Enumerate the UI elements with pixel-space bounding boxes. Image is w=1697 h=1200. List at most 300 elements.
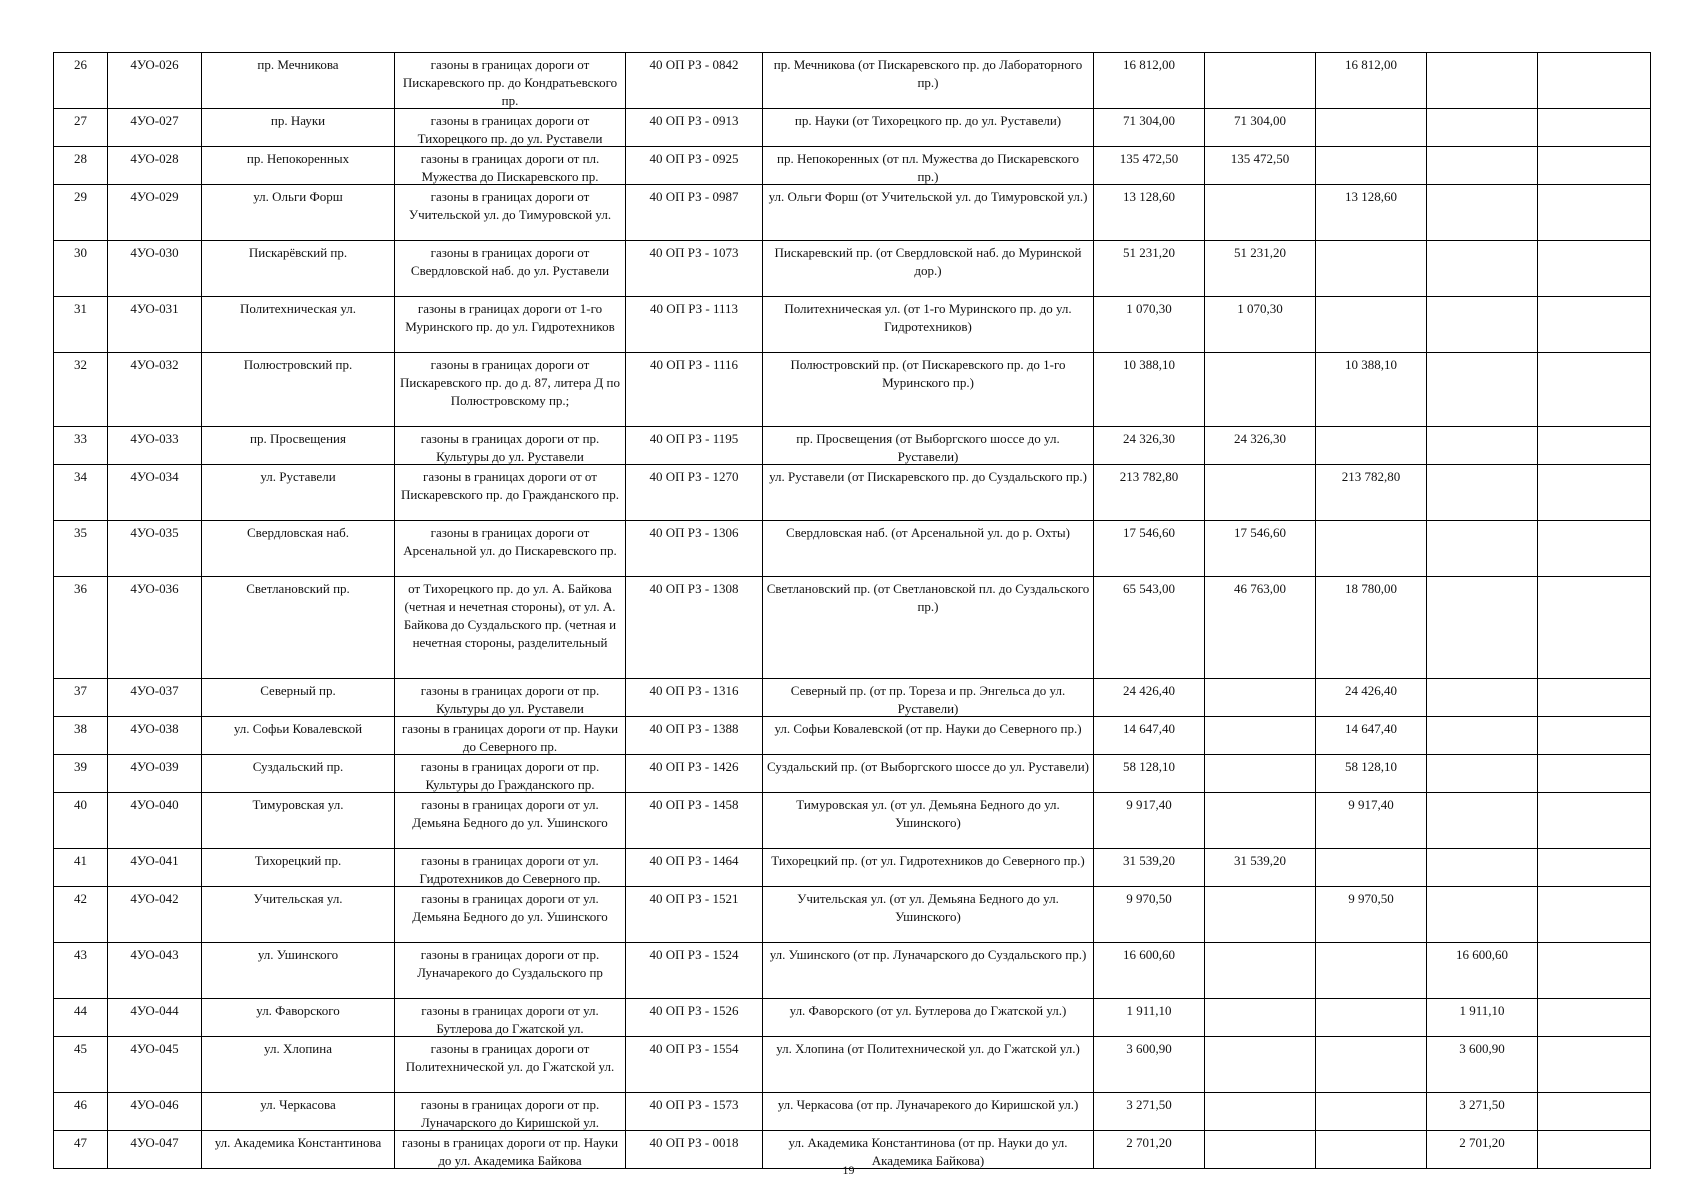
road-section: ул. Фаворского (от ул. Бутлерова до Гжатской ул.): [789, 1003, 1067, 1018]
table-row: [54, 849, 1651, 887]
area-col-2: 24 426,40: [1345, 683, 1397, 698]
road-section-cell: [763, 147, 1094, 185]
road-section: ул. Ольги Форш (от Учительской ул. до Тимуровской ул.): [768, 189, 1088, 204]
lawn-description: газоны в границах дороги от 1-го Муринского пр. до ул. Гидротехников: [405, 301, 615, 334]
area-col-1-cell: [1205, 521, 1316, 577]
road-name: ул. Фаворского: [256, 1003, 340, 1018]
area-col-4-cell: [1538, 1037, 1651, 1093]
area-col-3-cell: [1427, 53, 1538, 109]
table-row: [54, 887, 1651, 943]
row-code-cell: [108, 465, 202, 521]
row-code-cell: [108, 887, 202, 943]
area-col-3-cell: [1427, 521, 1538, 577]
area-col-1-cell: [1205, 465, 1316, 521]
road-section-cell: [763, 109, 1094, 147]
row-code-cell: [108, 185, 202, 241]
area-col-4-cell: [1538, 999, 1651, 1037]
row-code-cell: [108, 755, 202, 793]
row-number-cell: [54, 241, 108, 297]
area-col-3: 16 600,60: [1456, 947, 1508, 962]
table-row: [54, 577, 1651, 679]
road-name-cell: [202, 887, 395, 943]
area-col-4-cell: [1538, 849, 1651, 887]
registry-number-cell: [626, 717, 763, 755]
area-col-2-cell: [1316, 793, 1427, 849]
table-row: [54, 793, 1651, 849]
road-name: ул. Ольги Форш: [253, 189, 343, 204]
row-code: 4УО-029: [130, 189, 179, 204]
area-total: 3 600,90: [1126, 1041, 1172, 1056]
registry-number-cell: [626, 241, 763, 297]
registry-number-cell: [626, 465, 763, 521]
area-total: 31 539,20: [1123, 853, 1175, 868]
table-row: [54, 109, 1651, 147]
road-name-cell: [202, 53, 395, 109]
road-section-cell: [763, 887, 1094, 943]
area-total: 16 600,60: [1123, 947, 1175, 962]
table-row: [54, 999, 1651, 1037]
row-code: 4УО-034: [130, 469, 179, 484]
road-section: Свердловская наб. (от Арсенальной ул. до р. Охты): [786, 525, 1070, 540]
lawn-description: газоны в границах дороги от пл. Мужества до Пискаревского пр.: [420, 151, 600, 184]
row-number: 34: [74, 469, 87, 484]
area-col-3-cell: [1427, 755, 1538, 793]
road-name: ул. Софьи Ковалевской: [233, 721, 363, 736]
row-number-cell: [54, 755, 108, 793]
row-code: 4УО-028: [130, 151, 179, 166]
area-col-3-cell: [1427, 297, 1538, 353]
row-code: 4УО-027: [130, 113, 179, 128]
row-number: 32: [74, 357, 87, 372]
row-code: 4УО-039: [130, 759, 179, 774]
lawn-description-cell: [395, 1093, 626, 1131]
area-col-1-cell: [1205, 1093, 1316, 1131]
row-number-cell: [54, 679, 108, 717]
road-name-cell: [202, 717, 395, 755]
road-name: ул. Хлопина: [264, 1041, 332, 1056]
row-code: 4УО-047: [130, 1135, 179, 1150]
area-col-4-cell: [1538, 1093, 1651, 1131]
road-name: ул. Черкасова: [260, 1097, 336, 1112]
road-name: пр. Непокоренных: [246, 151, 350, 166]
area-total-cell: [1094, 1093, 1205, 1131]
row-code: 4УО-035: [130, 525, 179, 540]
road-section-cell: [763, 465, 1094, 521]
area-total: 65 543,00: [1123, 581, 1175, 596]
row-number: 37: [74, 683, 87, 698]
row-code-cell: [108, 427, 202, 465]
roads-lawn-table: [53, 52, 1651, 1169]
lawn-description-cell: [395, 577, 626, 679]
area-total-cell: [1094, 717, 1205, 755]
road-section: ул. Ушинского (от пр. Луначарского до Суздальского пр.): [769, 947, 1087, 962]
area-col-4-cell: [1538, 427, 1651, 465]
road-name: пр. Просвещения: [250, 431, 346, 446]
registry-number-cell: [626, 521, 763, 577]
area-col-4-cell: [1538, 147, 1651, 185]
area-col-2-cell: [1316, 353, 1427, 427]
area-total: 24 426,40: [1123, 683, 1175, 698]
area-col-2: 18 780,00: [1345, 581, 1397, 596]
row-code-cell: [108, 679, 202, 717]
area-total-cell: [1094, 1037, 1205, 1093]
road-name: ул. Академика Константинова: [214, 1135, 382, 1150]
row-code-cell: [108, 297, 202, 353]
area-total-cell: [1094, 427, 1205, 465]
road-section: ул. Академика Константинова (от пр. Науки до ул. Академика Байкова): [788, 1135, 1068, 1168]
row-number-cell: [54, 577, 108, 679]
area-col-1-cell: [1205, 297, 1316, 353]
road-section: пр. Науки (от Тихорецкого пр. до ул. Руставели): [794, 113, 1062, 128]
row-number-cell: [54, 1037, 108, 1093]
area-total: 58 128,10: [1123, 759, 1175, 774]
road-section: ул. Черкасова (от пр. Луначарекого до Киришской ул.): [777, 1097, 1079, 1112]
area-total: 213 782,80: [1119, 469, 1179, 484]
row-code-cell: [108, 353, 202, 427]
area-col-2-cell: [1316, 521, 1427, 577]
lawn-description: газоны в границах дороги от ул. Демьяна Бедного до ул. Ушинского: [412, 891, 608, 924]
area-total: 3 271,50: [1126, 1097, 1172, 1112]
road-name-cell: [202, 999, 395, 1037]
row-code: 4УО-032: [130, 357, 179, 372]
area-col-2-cell: [1316, 1093, 1427, 1131]
area-col-3-cell: [1427, 109, 1538, 147]
lawn-description-cell: [395, 241, 626, 297]
road-section-cell: [763, 53, 1094, 109]
area-col-2-cell: [1316, 887, 1427, 943]
road-section: Тихорецкий пр. (от ул. Гидротехников до Северного пр.): [771, 853, 1085, 868]
area-total-cell: [1094, 887, 1205, 943]
row-number-cell: [54, 943, 108, 999]
road-name-cell: [202, 577, 395, 679]
row-number-cell: [54, 109, 108, 147]
road-section: пр. Просвещения (от Выборгского шоссе до ул. Руставели): [796, 431, 1060, 464]
registry-number: 40 ОП РЗ - 1116: [649, 357, 739, 372]
area-total-cell: [1094, 147, 1205, 185]
area-col-2: 16 812,00: [1345, 57, 1397, 72]
table-row: [54, 53, 1651, 109]
lawn-description-cell: [395, 297, 626, 353]
area-col-2: 9 970,50: [1348, 891, 1394, 906]
registry-number: 40 ОП РЗ - 0925: [649, 151, 739, 166]
area-col-4-cell: [1538, 185, 1651, 241]
table-row: [54, 717, 1651, 755]
lawn-description-cell: [395, 147, 626, 185]
lawn-description: газоны в границах дороги от ул. Гидротехников до Северного пр.: [419, 853, 601, 886]
road-name: Политехническая ул.: [239, 301, 357, 316]
road-section: Политехническая ул. (от 1-го Муринского пр. до ул. Гидротехников): [784, 301, 1072, 334]
area-total-cell: [1094, 297, 1205, 353]
lawn-description-cell: [395, 53, 626, 109]
road-section-cell: [763, 943, 1094, 999]
road-name: Пискарёвский пр.: [248, 245, 348, 260]
page-number: 19: [842, 1163, 855, 1177]
road-name: ул. Ушинского: [257, 947, 339, 962]
area-col-3: 3 271,50: [1459, 1097, 1505, 1112]
area-col-3: 2 701,20: [1459, 1135, 1505, 1150]
registry-number-cell: [626, 999, 763, 1037]
road-section-cell: [763, 185, 1094, 241]
registry-number: 40 ОП РЗ - 1573: [649, 1097, 739, 1112]
registry-number-cell: [626, 887, 763, 943]
road-name: Светлановский пр.: [246, 581, 350, 596]
area-col-2-cell: [1316, 109, 1427, 147]
area-col-4-cell: [1538, 793, 1651, 849]
registry-number: 40 ОП РЗ - 1316: [649, 683, 739, 698]
area-total: 14 647,40: [1123, 721, 1175, 736]
area-col-4-cell: [1538, 679, 1651, 717]
row-number: 46: [74, 1097, 87, 1112]
registry-number-cell: [626, 353, 763, 427]
lawn-description: газоны в границах дороги от пр. Культуры до ул. Руставели: [420, 431, 600, 464]
area-total-cell: [1094, 353, 1205, 427]
row-code-cell: [108, 793, 202, 849]
area-col-2: 10 388,10: [1345, 357, 1397, 372]
registry-number-cell: [626, 793, 763, 849]
area-col-3-cell: [1427, 999, 1538, 1037]
lawn-description: газоны в границах дороги от пр. Луначарекого до Суздальского пр: [417, 947, 603, 980]
area-col-1-cell: [1205, 1037, 1316, 1093]
registry-number: 40 ОП РЗ - 1073: [649, 245, 739, 260]
road-section: Суздальский пр. (от Выборгского шоссе до ул. Руставели): [766, 759, 1090, 774]
lawn-description: газоны в границах дороги от ул. Бутлерова до Гжатской ул.: [421, 1003, 599, 1036]
road-name-cell: [202, 353, 395, 427]
row-code-cell: [108, 147, 202, 185]
area-col-4-cell: [1538, 353, 1651, 427]
area-total: 13 128,60: [1123, 189, 1175, 204]
table-row: [54, 465, 1651, 521]
lawn-description-cell: [395, 679, 626, 717]
road-name: Суздальский пр.: [252, 759, 344, 774]
registry-number-cell: [626, 427, 763, 465]
row-number-cell: [54, 521, 108, 577]
lawn-description: газоны в границах дороги от Пискаревского пр. до д. 87, литера Д по Полюстровскому пр.;: [400, 357, 620, 408]
lawn-description: газоны в границах дороги от Тихорецкого пр. до ул. Руставели: [417, 113, 603, 146]
lawn-description: от Тихорецкого пр. до ул. А. Байкова (четная и нечетная стороны), от ул. А. Байкова до Суздальского пр. (четная и нечетная стороны, разделительный: [403, 581, 617, 650]
lawn-description: газоны в границах дороги от от Пискаревского пр. до Гражданского пр.: [400, 469, 620, 502]
row-number: 47: [74, 1135, 87, 1150]
row-number: 27: [74, 113, 87, 128]
area-total-cell: [1094, 943, 1205, 999]
row-number: 31: [74, 301, 87, 316]
area-col-4-cell: [1538, 577, 1651, 679]
row-code-cell: [108, 943, 202, 999]
road-name-cell: [202, 679, 395, 717]
lawn-description-cell: [395, 353, 626, 427]
lawn-description-cell: [395, 849, 626, 887]
row-number-cell: [54, 717, 108, 755]
table-row: [54, 943, 1651, 999]
registry-number: 40 ОП РЗ - 1426: [649, 759, 739, 774]
lawn-description: газоны в границах дороги от пр. Луначарского до Киришской ул.: [420, 1097, 600, 1130]
area-col-2-cell: [1316, 1037, 1427, 1093]
table-row: [54, 679, 1651, 717]
area-col-4-cell: [1538, 943, 1651, 999]
road-name: Тихорецкий пр.: [254, 853, 342, 868]
area-col-4-cell: [1538, 297, 1651, 353]
road-name-cell: [202, 427, 395, 465]
row-code: 4УО-038: [130, 721, 179, 736]
area-total-cell: [1094, 793, 1205, 849]
area-col-3-cell: [1427, 793, 1538, 849]
road-name-cell: [202, 849, 395, 887]
road-section: ул. Хлопина (от Политехнической ул. до Гжатской ул.): [776, 1041, 1080, 1056]
lawn-description: газоны в границах дороги от ул. Демьяна Бедного до ул. Ушинского: [412, 797, 608, 830]
area-col-4-cell: [1538, 241, 1651, 297]
area-col-1: 71 304,00: [1234, 113, 1286, 128]
row-number: 30: [74, 245, 87, 260]
area-col-4-cell: [1538, 521, 1651, 577]
area-col-1-cell: [1205, 849, 1316, 887]
area-total-cell: [1094, 755, 1205, 793]
registry-number: 40 ОП РЗ - 1306: [649, 525, 739, 540]
road-section: Пискаревский пр. (от Свердловской наб. до Муринской дор.): [774, 245, 1082, 278]
lawn-description: газоны в границах дороги от Свердловской наб. до ул. Руставели: [410, 245, 610, 278]
area-col-3-cell: [1427, 679, 1538, 717]
road-name-cell: [202, 943, 395, 999]
area-col-4-cell: [1538, 887, 1651, 943]
road-name: Учительская ул.: [253, 891, 343, 906]
row-code: 4УО-041: [130, 853, 179, 868]
road-section: Полюстровский пр. (от Пискаревского пр. до 1-го Муринского пр.): [790, 357, 1066, 390]
area-col-4-cell: [1538, 53, 1651, 109]
row-code: 4УО-031: [130, 301, 179, 316]
area-col-2-cell: [1316, 849, 1427, 887]
area-col-4-cell: [1538, 717, 1651, 755]
row-code-cell: [108, 53, 202, 109]
area-col-3-cell: [1427, 849, 1538, 887]
area-col-1: 135 472,50: [1230, 151, 1290, 166]
area-col-2-cell: [1316, 577, 1427, 679]
row-number-cell: [54, 353, 108, 427]
road-section-cell: [763, 521, 1094, 577]
area-col-1-cell: [1205, 185, 1316, 241]
registry-number-cell: [626, 679, 763, 717]
road-section-cell: [763, 849, 1094, 887]
registry-number: 40 ОП РЗ - 1458: [649, 797, 739, 812]
road-name: пр. Науки: [270, 113, 326, 128]
lawn-description-cell: [395, 521, 626, 577]
road-name: ул. Руставели: [260, 469, 336, 484]
area-col-1-cell: [1205, 679, 1316, 717]
table-row: [54, 241, 1651, 297]
row-number-cell: [54, 53, 108, 109]
table-row: [54, 353, 1651, 427]
row-number: 35: [74, 525, 87, 540]
road-section-cell: [763, 793, 1094, 849]
row-number-cell: [54, 887, 108, 943]
area-total-cell: [1094, 679, 1205, 717]
area-total-cell: [1094, 185, 1205, 241]
area-col-3-cell: [1427, 353, 1538, 427]
area-col-2-cell: [1316, 755, 1427, 793]
registry-number-cell: [626, 297, 763, 353]
area-total: 1 911,10: [1126, 1003, 1172, 1018]
row-number-cell: [54, 849, 108, 887]
area-total-cell: [1094, 999, 1205, 1037]
area-col-3-cell: [1427, 943, 1538, 999]
lawn-description-cell: [395, 465, 626, 521]
road-section-cell: [763, 297, 1094, 353]
row-number: 29: [74, 189, 87, 204]
row-code-cell: [108, 521, 202, 577]
row-code-cell: [108, 109, 202, 147]
area-col-4-cell: [1538, 465, 1651, 521]
area-col-1-cell: [1205, 755, 1316, 793]
table-row: [54, 297, 1651, 353]
lawn-description-cell: [395, 793, 626, 849]
lawn-description: газоны в границах дороги от Арсенальной ул. до Пискаревского пр.: [403, 525, 617, 558]
area-col-2-cell: [1316, 53, 1427, 109]
area-col-1: 31 539,20: [1234, 853, 1286, 868]
road-section-cell: [763, 717, 1094, 755]
road-name: Свердловская наб.: [247, 525, 349, 540]
area-col-1-cell: [1205, 241, 1316, 297]
row-code-cell: [108, 717, 202, 755]
area-col-4-cell: [1538, 755, 1651, 793]
road-name-cell: [202, 1093, 395, 1131]
registry-number: 40 ОП РЗ - 1554: [649, 1041, 739, 1056]
road-name-cell: [202, 147, 395, 185]
area-col-2-cell: [1316, 427, 1427, 465]
row-code-cell: [108, 577, 202, 679]
area-col-3-cell: [1427, 717, 1538, 755]
row-code: 4УО-030: [130, 245, 179, 260]
area-col-2-cell: [1316, 241, 1427, 297]
row-code: 4УО-044: [130, 1003, 179, 1018]
row-number: 36: [74, 581, 87, 596]
road-name: пр. Мечникова: [257, 57, 339, 72]
row-number-cell: [54, 793, 108, 849]
road-section-cell: [763, 427, 1094, 465]
registry-number-cell: [626, 849, 763, 887]
registry-number-cell: [626, 577, 763, 679]
registry-number-cell: [626, 53, 763, 109]
road-section: пр. Непокоренных (от пл. Мужества до Пискаревского пр.): [777, 151, 1079, 184]
row-code: 4УО-045: [130, 1041, 179, 1056]
area-col-3-cell: [1427, 577, 1538, 679]
lawn-description: газоны в границах дороги от пр. Науки до Северного пр.: [401, 721, 619, 754]
area-col-1: 51 231,20: [1234, 245, 1286, 260]
registry-number-cell: [626, 1037, 763, 1093]
row-code: 4УО-037: [130, 683, 179, 698]
area-col-1-cell: [1205, 53, 1316, 109]
lawn-description: газоны в границах дороги от Учительской ул. до Тимуровской ул.: [408, 189, 612, 222]
road-name: Тимуровская ул.: [252, 797, 344, 812]
area-total: 17 546,60: [1123, 525, 1175, 540]
registry-number: 40 ОП РЗ - 0018: [649, 1135, 739, 1150]
road-section: ул. Софьи Ковалевской (от пр. Науки до Северного пр.): [774, 721, 1082, 736]
lawn-description: газоны в границах дороги от Политехнической ул. до Гжатской ул.: [405, 1041, 615, 1074]
table-row: [54, 185, 1651, 241]
road-name-cell: [202, 297, 395, 353]
area-col-2-cell: [1316, 465, 1427, 521]
row-number: 26: [74, 57, 87, 72]
area-col-2-cell: [1316, 297, 1427, 353]
row-number: 42: [74, 891, 87, 906]
row-number: 45: [74, 1041, 87, 1056]
area-col-2-cell: [1316, 147, 1427, 185]
area-total: 10 388,10: [1123, 357, 1175, 372]
table-body: [54, 53, 1651, 1169]
lawn-description-cell: [395, 185, 626, 241]
row-code: 4УО-043: [130, 947, 179, 962]
area-col-3-cell: [1427, 1093, 1538, 1131]
area-col-1: 46 763,00: [1234, 581, 1286, 596]
road-name: Северный пр.: [260, 683, 336, 698]
lawn-description-cell: [395, 887, 626, 943]
road-section: Учительская ул. (от ул. Демьяна Бедного до ул. Ушинского): [797, 891, 1059, 924]
